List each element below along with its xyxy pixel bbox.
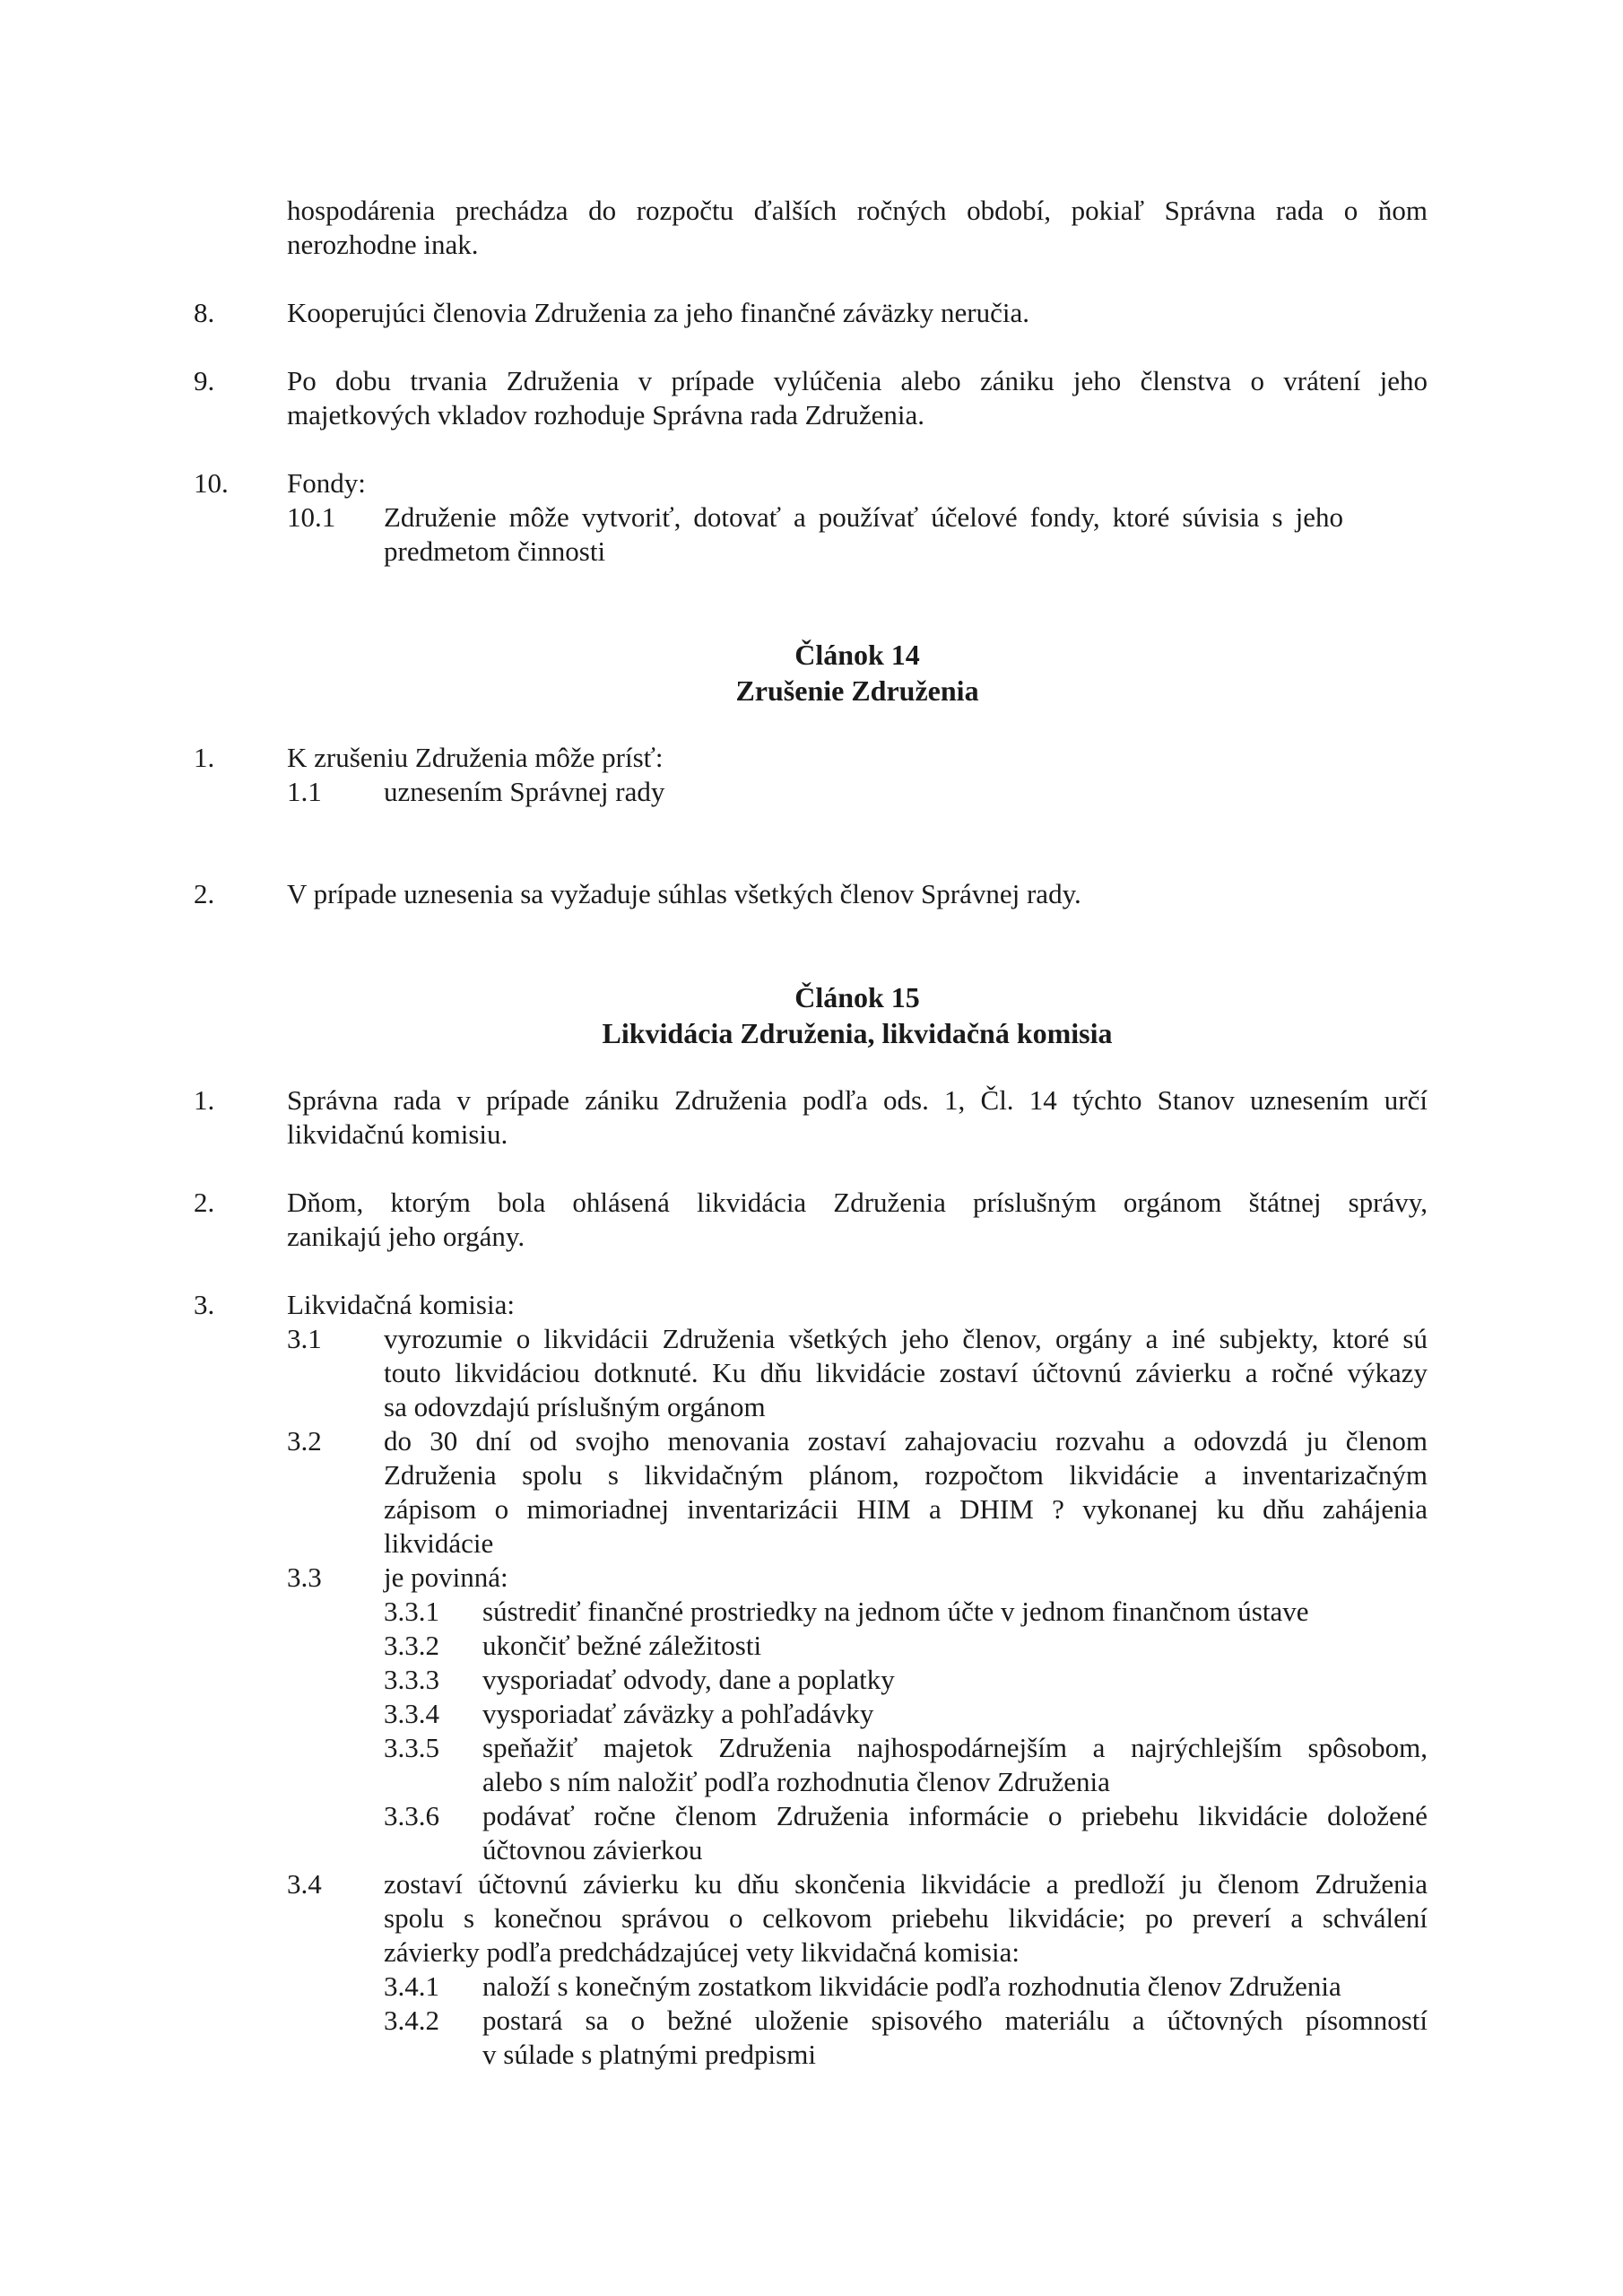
sub-sub-item-number: 3.3.5 bbox=[384, 1732, 439, 1763]
item-text: Kooperujúci členovia Združenia za jeho finančné záväzky neručia. bbox=[287, 297, 1029, 328]
text-line: podávať ročne členom Združenia informácie o priebehu likvidácie doložené bbox=[482, 1800, 1428, 1831]
article-title: Článok 14 bbox=[794, 639, 920, 671]
text-line: speňažiť majetok Združenia najhospodárnejším a najrýchlejším spôsobom, bbox=[482, 1732, 1428, 1763]
sub-item-number: 3.2 bbox=[287, 1425, 322, 1457]
list-item bbox=[194, 1288, 1428, 1322]
item-number: 3. bbox=[194, 1289, 215, 1320]
item-number: 9. bbox=[194, 365, 215, 396]
sub-sub-item-number: 3.4.2 bbox=[384, 2005, 439, 2036]
item-text: naloží s konečným zostatkom likvidácie podľa rozhodnutia členov Združenia bbox=[482, 1970, 1341, 2002]
list-item bbox=[194, 466, 1428, 500]
sub-item-number: 1.1 bbox=[287, 776, 322, 807]
text-line: zápisom o mimoriadnej inventarizácii HIM a DHIM ? vykonanej ku dňu zahájenia bbox=[384, 1493, 1428, 1525]
list-item bbox=[194, 1083, 1428, 1152]
sub-item bbox=[287, 1424, 1428, 1561]
sub-item bbox=[287, 1322, 1428, 1424]
sub-item bbox=[287, 775, 1428, 809]
sub-item-number: 3.4 bbox=[287, 1868, 322, 1900]
text-line: spolu s konečnou správou o celkovom priebehu likvidácie; po preverí a schválení bbox=[384, 1902, 1428, 1934]
text-line: alebo s ním naložiť podľa rozhodnutia členov Združenia bbox=[482, 1766, 1110, 1797]
item-text: Fondy: bbox=[287, 467, 366, 499]
sub-sub-item bbox=[384, 1663, 1428, 1697]
text-line: závierky podľa predchádzajúcej vety likvidačná komisia: bbox=[384, 1936, 1020, 1968]
sub-sub-item bbox=[384, 1697, 1428, 1731]
item-number: 1. bbox=[194, 1084, 215, 1116]
text-line: nerozhodne inak. bbox=[287, 229, 479, 260]
sub-sub-item bbox=[384, 1595, 1428, 1629]
article-subtitle: Likvidácia Združenia, likvidačná komisia bbox=[602, 1017, 1113, 1049]
list-item bbox=[194, 296, 1428, 330]
text-line: zanikajú jeho orgány. bbox=[287, 1221, 525, 1252]
item-number: 10. bbox=[194, 467, 229, 499]
sub-item bbox=[287, 500, 1428, 569]
intro-paragraph bbox=[287, 194, 1428, 262]
text-line: hospodárenia prechádza do rozpočtu ďalších ročných období, pokiaľ Správna rada o ňom bbox=[287, 195, 1428, 226]
item-text: vysporiadať záväzky a pohľadávky bbox=[482, 1698, 874, 1729]
item-number: 8. bbox=[194, 297, 215, 328]
text-line: Združenie môže vytvoriť, dotovať a používať účelové fondy, ktoré súvisia s jeho bbox=[384, 501, 1343, 533]
sub-item-number: 3.3 bbox=[287, 1561, 322, 1593]
text-line: postará sa o bežné uloženie spisového materiálu a účtovných písomností bbox=[482, 2005, 1428, 2036]
sub-sub-item-number: 3.3.2 bbox=[384, 1630, 439, 1661]
text-line: Po dobu trvania Združenia v prípade vylúčenia alebo zániku jeho členstva o vrátení jeho bbox=[287, 365, 1428, 396]
article-title: Článok 15 bbox=[794, 981, 920, 1013]
text-line: majetkových vkladov rozhoduje Správna rada Združenia. bbox=[287, 399, 925, 430]
item-text: je povinná: bbox=[384, 1561, 508, 1593]
text-line: likvidačnú komisiu. bbox=[287, 1118, 508, 1150]
sub-sub-item bbox=[384, 1970, 1428, 2004]
sub-item bbox=[287, 1561, 1428, 1595]
text-line: Správna rada v prípade zániku Združenia podľa ods. 1, Čl. 14 týchto Stanov uznesením určí bbox=[287, 1084, 1428, 1116]
text-line: zostaví účtovnú závierku ku dňu skončenia likvidácie a predloží ju členom Združenia bbox=[384, 1868, 1428, 1900]
sub-item-number: 10.1 bbox=[287, 501, 336, 533]
sub-item bbox=[287, 1867, 1428, 1970]
text-line: účtovnou závierkou bbox=[482, 1834, 703, 1866]
list-item bbox=[194, 877, 1428, 911]
list-item bbox=[194, 1186, 1428, 1254]
item-text: K zrušeniu Združenia môže prísť: bbox=[287, 742, 664, 773]
text-line: likvidácie bbox=[384, 1527, 494, 1559]
item-text: sústrediť finančné prostriedky na jednom účte v jednom finančnom ústave bbox=[482, 1596, 1309, 1627]
text-line: do 30 dní od svojho menovania zostaví zahajovaciu rozvahu a odovzdá ju členom bbox=[384, 1425, 1428, 1457]
item-number: 2. bbox=[194, 1187, 215, 1218]
item-text: uznesením Správnej rady bbox=[384, 776, 665, 807]
sub-sub-item-number: 3.4.1 bbox=[384, 1970, 439, 2002]
sub-sub-item-number: 3.3.1 bbox=[384, 1596, 439, 1627]
text-line: touto likvidáciou dotknuté. Ku dňu likvidácie zostaví účtovnú závierku a ročné výkazy bbox=[384, 1357, 1428, 1388]
item-text: ukončiť bežné záležitosti bbox=[482, 1630, 762, 1661]
sub-sub-item bbox=[384, 1799, 1428, 1867]
item-number: 2. bbox=[194, 878, 215, 909]
article-subtitle: Zrušenie Združenia bbox=[735, 674, 979, 707]
text-line: v súlade s platnými predpismi bbox=[482, 2039, 816, 2070]
sub-sub-item-number: 3.3.4 bbox=[384, 1698, 439, 1729]
sub-sub-item bbox=[384, 2004, 1428, 2072]
sub-sub-item-number: 3.3.3 bbox=[384, 1664, 439, 1695]
list-item bbox=[194, 741, 1428, 775]
item-text: V prípade uznesenia sa vyžaduje súhlas všetkých členov Správnej rady. bbox=[287, 878, 1081, 909]
item-number: 1. bbox=[194, 742, 215, 773]
sub-item-number: 3.1 bbox=[287, 1323, 322, 1354]
list-item bbox=[194, 364, 1428, 432]
text-line: Dňom, ktorým bola ohlásená likvidácia Združenia príslušným orgánom štátnej správy, bbox=[287, 1187, 1428, 1218]
item-text: Likvidačná komisia: bbox=[287, 1289, 515, 1320]
sub-sub-item bbox=[384, 1629, 1428, 1663]
sub-sub-item bbox=[384, 1731, 1428, 1799]
item-text: vysporiadať odvody, dane a poplatky bbox=[482, 1664, 895, 1695]
text-line: vyrozumie o likvidácii Združenia všetkých jeho členov, orgány a iné subjekty, ktoré sú bbox=[384, 1323, 1428, 1354]
text-line: predmetom činnosti bbox=[384, 535, 606, 567]
sub-sub-item-number: 3.3.6 bbox=[384, 1800, 439, 1831]
text-line: sa odovzdajú príslušným orgánom bbox=[384, 1391, 766, 1422]
text-line: Združenia spolu s likvidačným plánom, rozpočtom likvidácie a inventarizačným bbox=[384, 1459, 1428, 1491]
